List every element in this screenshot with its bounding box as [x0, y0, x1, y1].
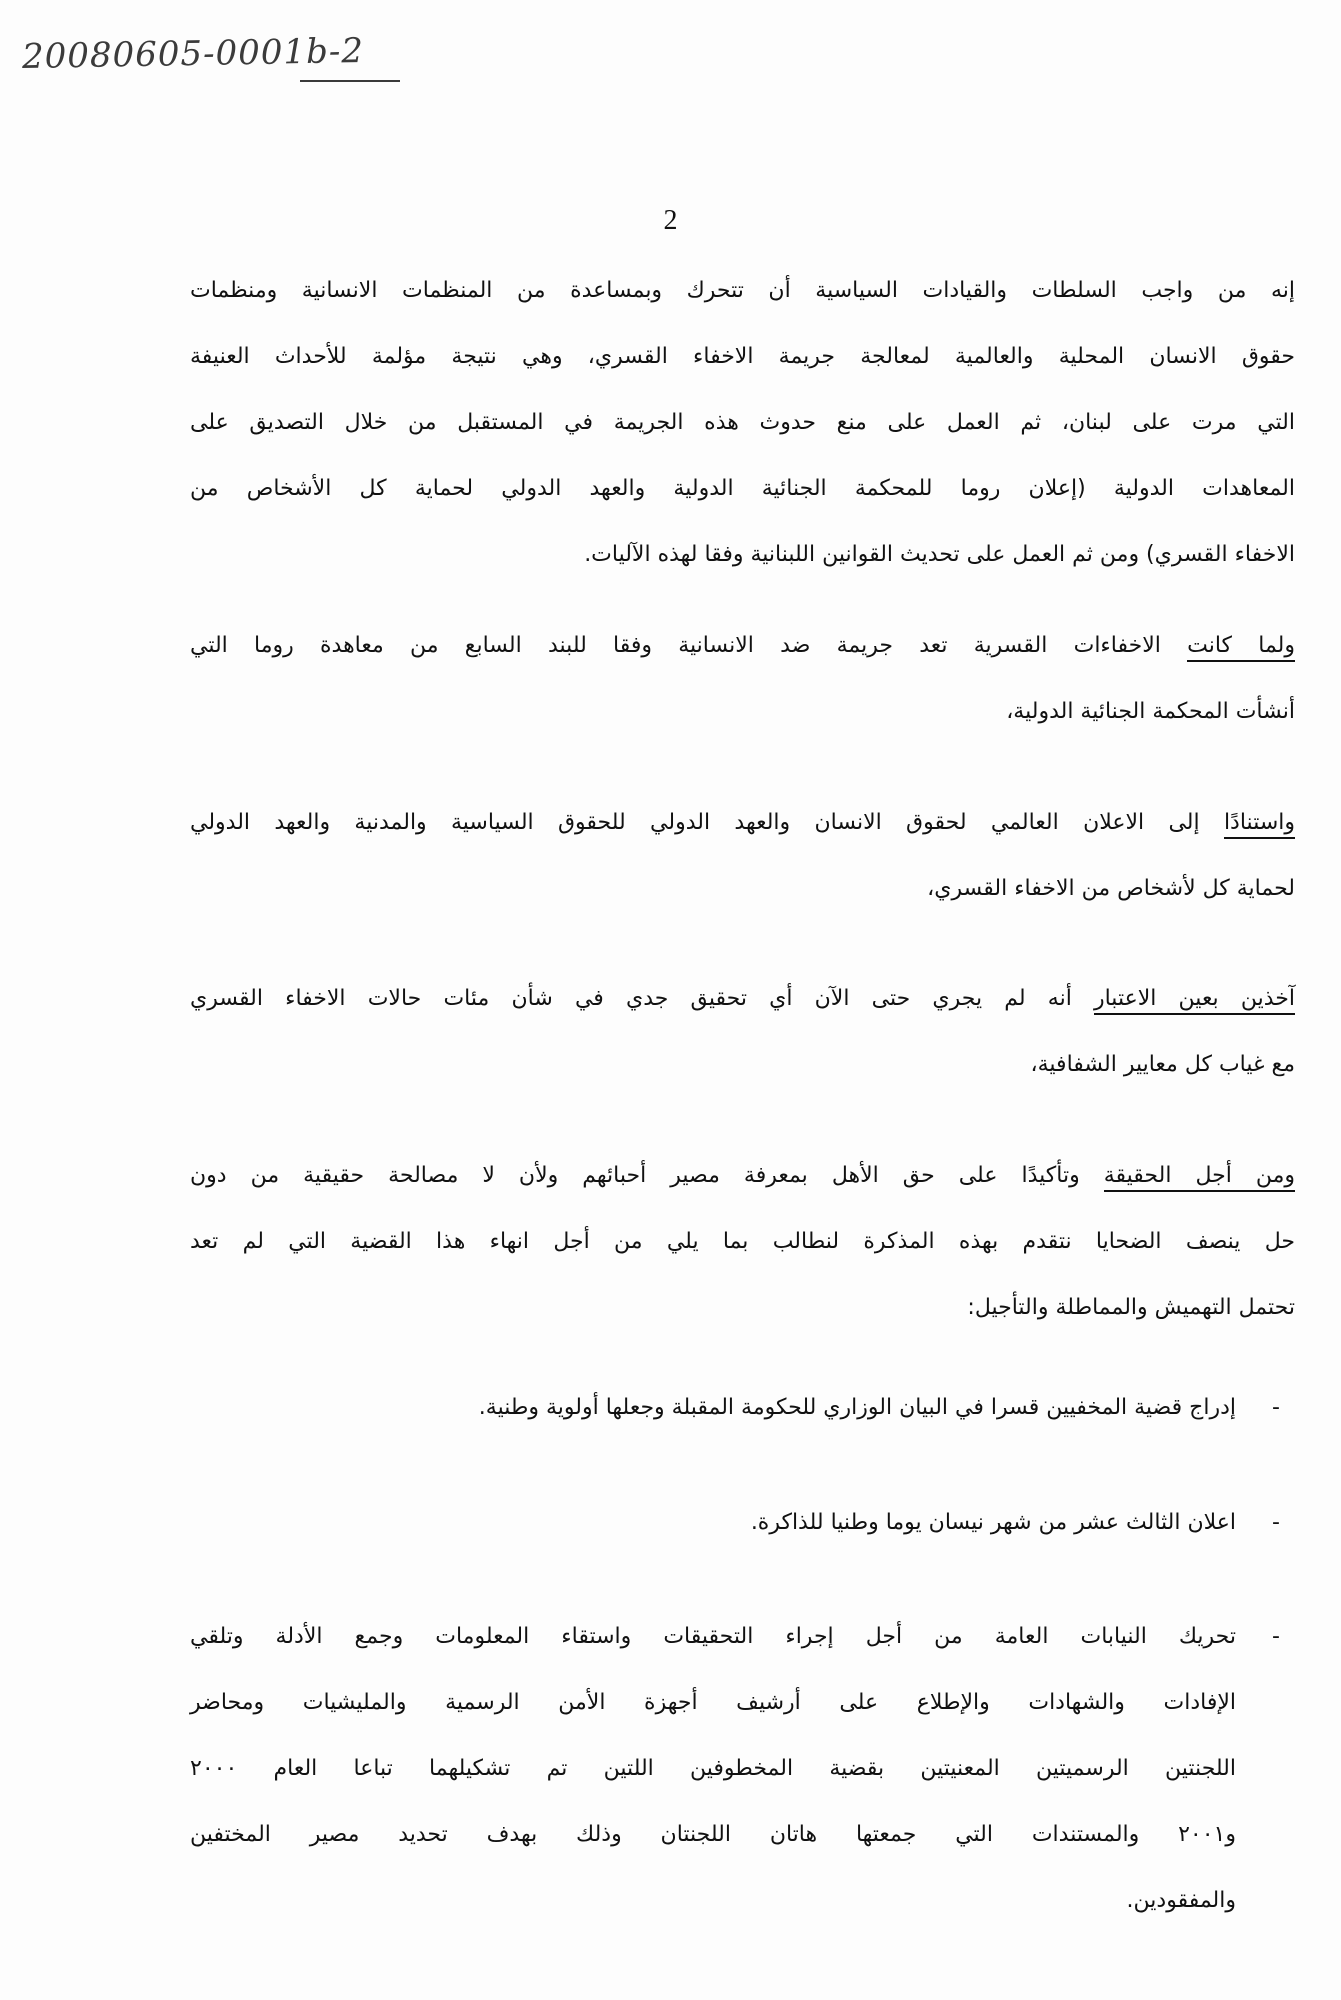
bullet-3-line-2: الإفادات والشهادات والإطلاع على أرشيف أجهزة الأمن الرسمية والمليشيات ومحاضر — [190, 1690, 1236, 1715]
paragraph-1-line-3: التي مرت على لبنان، ثم العمل على منع حدوث هذه الجريمة في المستقبل من خلال التصديق على — [190, 410, 1295, 435]
paragraph-5-underlined-lead: ومن أجل الحقيقة — [1104, 1163, 1295, 1192]
paragraph-4-line-1-rest: أنه لم يجري حتى الآن أي تحقيق جدي في شأن مئات حالات الاخفاء القسري — [190, 986, 1094, 1011]
paragraph-5-line-1-rest: وتأكيدًا على حق الأهل بمعرفة مصير أحبائهم ولأن لا مصالحة حقيقية من دون — [190, 1163, 1104, 1188]
paragraph-3 — [190, 790, 1295, 922]
paragraph-5 — [190, 1143, 1295, 1341]
paragraph-4-underlined-lead: آخذين بعين الاعتبار — [1094, 986, 1295, 1015]
bullet-3-line-4: و٢٠٠١ والمستندات التي جمعتها هاتان اللجنتان وذلك بهدف تحديد مصير المختفين — [190, 1822, 1236, 1847]
paragraph-1-line-5: الاخفاء القسري) ومن ثم العمل على تحديث القوانين اللبنانية وفقا لهذه الآليات. — [584, 542, 1295, 567]
paragraph-1-line-2: حقوق الانسان المحلية والعالمية لمعالجة جريمة الاخفاء القسري، وهي نتيجة مؤلمة للأحداث العنيفة — [190, 344, 1295, 369]
paragraph-2-line-2: أنشأت المحكمة الجنائية الدولية، — [1006, 699, 1295, 724]
paragraph-3-line-1-rest: إلى الاعلان العالمي لحقوق الانسان والعهد الدولي للحقوق السياسية والمدنية والعهد الدولي — [190, 810, 1224, 835]
paragraph-3-line-1 — [190, 790, 1295, 856]
bullet-2-text: اعلان الثالث عشر من شهر نيسان يوما وطنيا للذاكرة. — [750, 1510, 1236, 1535]
paragraph-3-underlined-lead: واستنادًا — [1224, 810, 1295, 839]
bullet-2 — [190, 1490, 1236, 1556]
paragraph-4-line-2: مع غياب كل معايير الشفافية، — [1030, 1052, 1295, 1077]
handwritten-underline — [300, 80, 400, 82]
paragraph-2 — [190, 613, 1295, 745]
page-number: 2 — [663, 205, 678, 236]
paragraph-5-line-3: تحتمل التهميش والمماطلة والتأجيل: — [967, 1295, 1295, 1320]
paragraph-2-underlined-lead: ولما كانت — [1187, 633, 1295, 662]
paragraph-5-line-1 — [190, 1143, 1295, 1209]
paragraph-1-line-4: المعاهدات الدولية (إعلان روما للمحكمة الجنائية الدولية والعهد الدولي لحماية كل الأشخاص من — [190, 476, 1295, 501]
paragraph-4-line-1 — [190, 966, 1295, 1032]
bullet-1-dash: - — [1272, 1395, 1280, 1420]
bullet-2-dash: - — [1272, 1510, 1280, 1535]
handwritten-reference-number: 20080605-0001b-2 — [21, 31, 365, 77]
bullet-3-line-5: والمفقودين. — [1126, 1888, 1236, 1913]
paragraph-1 — [190, 258, 1295, 588]
bullet-3-dash: - — [1272, 1624, 1280, 1649]
bullet-3-line-3: اللجنتين الرسميتين المعنيتين بقضية المخطوفين اللتين تم تشكيلهما تباعا العام ٢٠٠٠ — [190, 1756, 1236, 1781]
bullet-1-text: إدراج قضية المخفيين قسرا في البيان الوزاري للحكومة المقبلة وجعلها أولوية وطنية. — [478, 1395, 1236, 1420]
paragraph-3-line-2: لحماية كل لأشخاص من الاخفاء القسري، — [927, 876, 1295, 901]
bullet-3-line-1: تحريك النيابات العامة من أجل إجراء التحقيقات واستقاء المعلومات وجمع الأدلة وتلقي — [190, 1624, 1236, 1649]
bullet-3 — [190, 1604, 1236, 1934]
paragraph-5-line-2: حل ينصف الضحايا نتقدم بهذه المذكرة لنطالب بما يلي من أجل انهاء هذا القضية التي لم تعد — [190, 1229, 1295, 1254]
paragraph-4 — [190, 966, 1295, 1098]
bullet-1 — [190, 1375, 1236, 1441]
paragraph-1-line-1: إنه من واجب السلطات والقيادات السياسية أن تتحرك وبمساعدة من المنظمات الانسانية ومنظمات — [190, 278, 1295, 303]
paragraph-2-line-1 — [190, 613, 1295, 679]
paragraph-2-line-1-rest: الاخفاءات القسرية تعد جريمة ضد الانسانية وفقا للبند السابع من معاهدة روما التي — [190, 633, 1188, 658]
